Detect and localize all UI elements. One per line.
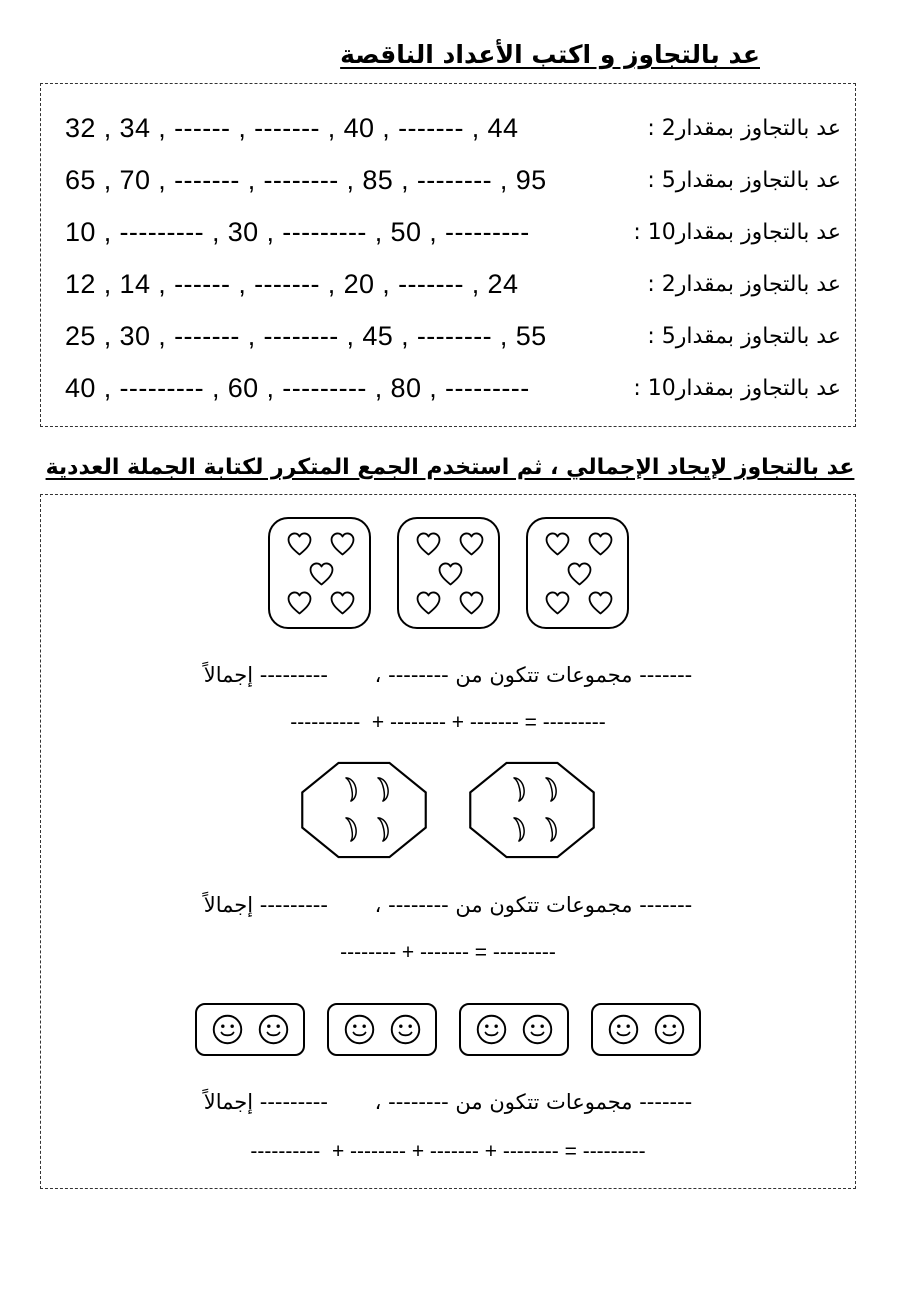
smileys-group	[327, 1003, 437, 1056]
number-sequence: 10 , --------- , 30 , --------- , 50 , ---------	[65, 216, 530, 247]
row-label: عد بالتجاوز بمقدار10 :	[633, 219, 841, 245]
skip-count-row	[41, 102, 855, 154]
moons-groups-row	[41, 761, 855, 859]
row-label: عد بالتجاوز بمقدار10 :	[633, 375, 841, 401]
section2-title: عد بالتجاوز لإيجاد الإجمالي ، ثم استخدم الجمع المتكرر لكتابة الجملة العددية	[45, 455, 855, 480]
smiley-icon	[257, 1013, 290, 1046]
smiley-icon	[475, 1013, 508, 1046]
heart-icon	[305, 558, 338, 589]
hearts-group	[526, 517, 629, 629]
moons-group	[300, 761, 428, 859]
heart-icon	[283, 587, 316, 618]
heart-icon	[283, 528, 316, 559]
heart-icon	[541, 528, 574, 559]
section2-title-row	[0, 455, 900, 480]
number-sequence: 25 , 30 , ------- , -------- , 45 , -------- , 55	[65, 320, 547, 351]
smileys-group	[591, 1003, 701, 1056]
heart-icon	[584, 528, 617, 559]
heart-icon	[412, 587, 445, 618]
number-sequence: 40 , --------- , 60 , --------- , 80 , ---------	[65, 372, 530, 403]
smiley-icon	[343, 1013, 376, 1046]
smiley-icon	[653, 1013, 686, 1046]
hearts-groups-row	[41, 517, 855, 629]
heart-icon	[326, 528, 359, 559]
skip-count-row	[41, 310, 855, 362]
smiley-icon	[389, 1013, 422, 1046]
section1-title: عد بالتجاوز و اكتب الأعداد الناقصة	[340, 40, 760, 69]
row-label: عد بالتجاوز بمقدار5 :	[647, 167, 841, 193]
row-label: عد بالتجاوز بمقدار2 :	[647, 271, 841, 297]
hearts-group	[268, 517, 371, 629]
skip-count-row	[41, 362, 855, 414]
skip-counting-box	[40, 83, 856, 427]
heart-icon	[584, 587, 617, 618]
moons-equation: -------- + ------- = ---------	[340, 941, 556, 964]
moons-group	[468, 761, 596, 859]
skip-count-row	[41, 258, 855, 310]
hearts-equation: ---------- + -------- + ------- = ---------	[290, 711, 606, 734]
section1-title-row	[0, 0, 900, 69]
heart-icon	[563, 558, 596, 589]
smileys-group	[195, 1003, 305, 1056]
hearts-group	[397, 517, 500, 629]
number-sequence: 65 , 70 , ------- , -------- , 85 , -------- , 95	[65, 164, 547, 195]
hearts-sentence: ------- مجموعات تتكون من -------- ، --------- إجمالاً	[203, 663, 693, 687]
smiley-icon	[521, 1013, 554, 1046]
row-label: عد بالتجاوز بمقدار2 :	[647, 115, 841, 141]
smiley-icon	[607, 1013, 640, 1046]
moons-sentence: ------- مجموعات تتكون من -------- ، --------- إجمالاً	[203, 893, 693, 917]
smileys-sentence: ------- مجموعات تتكون من -------- ، --------- إجمالاً	[203, 1090, 693, 1114]
smileys-equation: ---------- + -------- + ------- + -------- = ---------	[250, 1140, 646, 1163]
number-sequence: 12 , 14 , ------ , ------- , 20 , ------- , 24	[65, 268, 519, 299]
heart-icon	[434, 558, 467, 589]
smiley-icon	[211, 1013, 244, 1046]
heart-icon	[412, 528, 445, 559]
heart-icon	[326, 587, 359, 618]
heart-icon	[455, 587, 488, 618]
skip-count-row	[41, 206, 855, 258]
smileys-group	[459, 1003, 569, 1056]
smileys-groups-row	[41, 1003, 855, 1056]
skip-count-row	[41, 154, 855, 206]
row-label: عد بالتجاوز بمقدار5 :	[647, 323, 841, 349]
heart-icon	[455, 528, 488, 559]
grouping-box	[40, 494, 856, 1189]
number-sequence: 32 , 34 , ------ , ------- , 40 , ------- , 44	[65, 112, 519, 143]
heart-icon	[541, 587, 574, 618]
